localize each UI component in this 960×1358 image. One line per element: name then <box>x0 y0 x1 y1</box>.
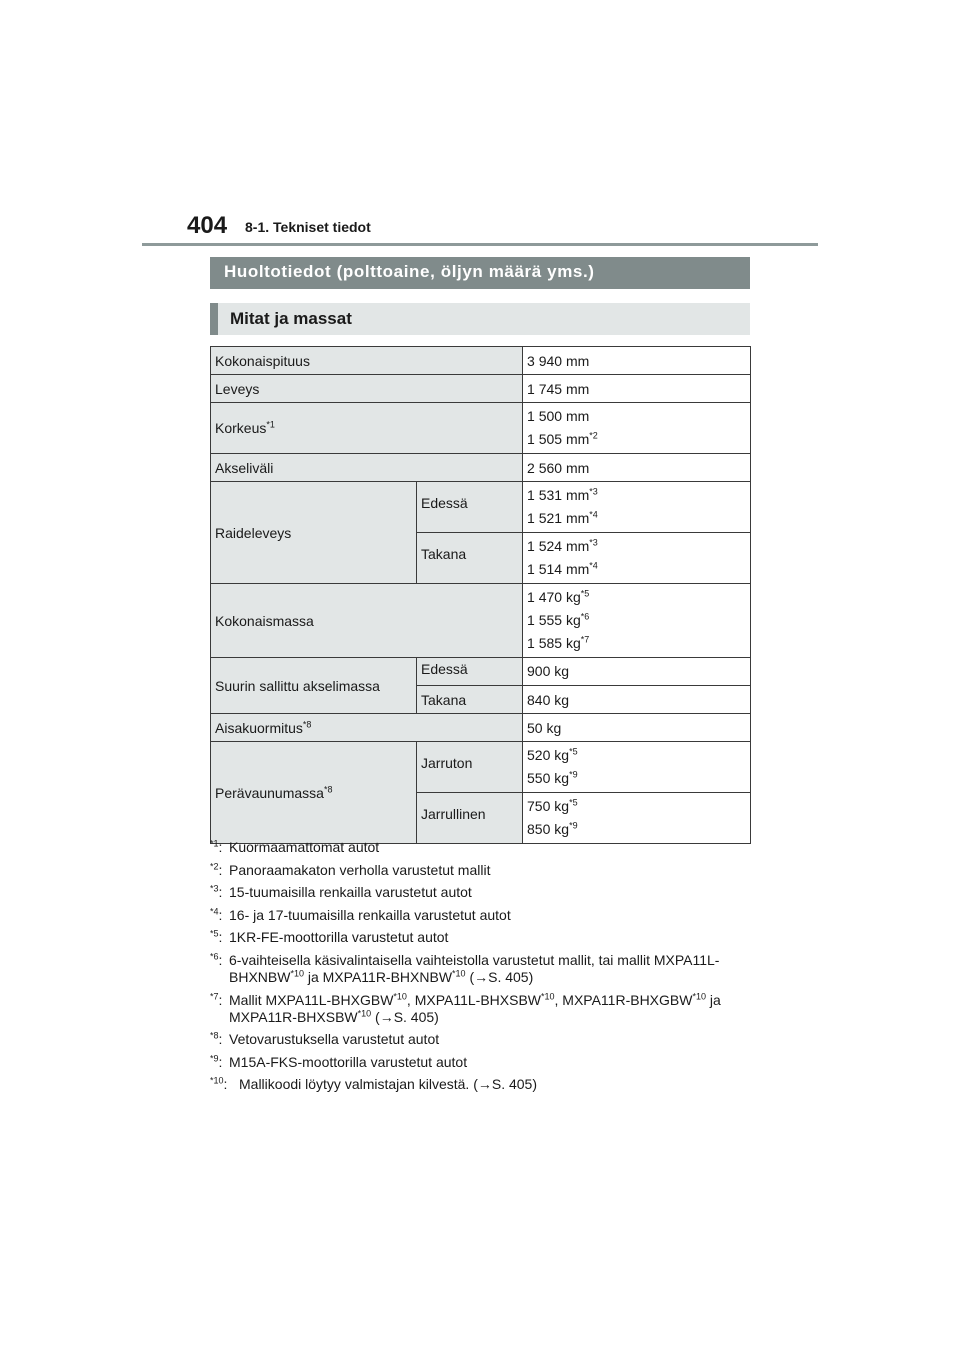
dimensions-table <box>210 346 751 844</box>
row-value: 50 kg <box>523 714 751 742</box>
table-row <box>211 482 751 533</box>
table-row <box>211 347 751 375</box>
table-row <box>211 584 751 658</box>
footnote: $^{*8}$: Vetovarustuksella varustetut autot <box>210 1030 440 1048</box>
footnote: $^{*7}$: Mallit MXPA11L-BHXGBW$^{*10}$, MXPA11L-BHXSBW$^{*10}$, MXPA11R-BHXGBW$^{*10}$ ja MXPA11R-BHXSBW$^{*10}$ (→S. 405) <box>210 990 721 1025</box>
row-label: Kokonaispituus <box>211 347 523 375</box>
table-row <box>211 658 751 686</box>
row-value: 1 470 $kg^{*5}$ 1 555 $kg^{*6}$ 1 585 $kg^{*7}$ <box>523 584 751 658</box>
sub-label: Jarruton <box>417 742 523 793</box>
row-value: 2 560 mm <box>523 454 751 482</box>
row-value: 840 kg <box>523 686 751 714</box>
header-divider <box>142 243 818 246</box>
footnote: $^{*4}$: 16- ja 17-tuumaisilla renkailla varustetut autot <box>210 906 511 923</box>
section-title: 8-1. Tekniset tiedot <box>245 219 371 235</box>
footnote: $^{*6}$: 6-vaihteisella käsivalintaisella vaihteistolla varustetut mallit, tai mallit MXPA11L-BHXNBW$^{*10}$ ja MXPA11R-BHXNBW$^{*10}$ (→S. 405) <box>210 951 720 985</box>
sub-label: Edessä <box>417 658 523 686</box>
footnote: $^{*9}$: M15A-FKS-moottorilla varustetut autot <box>210 1053 468 1070</box>
row-label: Kokonaismassa <box>211 584 523 658</box>
footnote: $^{*10}$: Mallikoodi löytyy valmistajan kilvestä. (→S. 405) <box>210 1075 537 1093</box>
row-label: Akseliväli <box>211 454 523 482</box>
sub-label: Takana <box>417 533 523 584</box>
page-number: 404 <box>187 212 228 239</box>
row-value: 520 $kg^{*5}$ 550 $kg^{*9}$ <box>523 742 751 793</box>
section-banner: Huoltotiedot (polttoaine, öljyn määrä yms.) <box>210 257 750 289</box>
row-value: 750 $kg^{*5}$ 850 $kg^{*9}$ <box>523 793 751 844</box>
row-value: 1 524 $mm^{*3}$ 1 514 $mm^{*4}$ <box>523 533 751 584</box>
row-label: Korkeus$^{*1}$ <box>211 403 523 454</box>
row-label: Suurin sallittu akselimassa <box>211 658 417 714</box>
footnotes <box>210 839 770 1099</box>
footnote: $^{*1}$: Kuormaamattomat autot <box>210 838 380 855</box>
row-value: 1 500 mm 1 505 $mm^{*2}$ <box>523 403 751 454</box>
sub-label: Jarrullinen <box>417 793 523 844</box>
sub-label: Takana <box>417 686 523 714</box>
row-value: 900 kg <box>523 658 751 686</box>
table-row <box>211 403 751 454</box>
table-row <box>211 714 751 742</box>
footnote: $^{*5}$: 1KR-FE-moottorilla varustetut autot <box>210 928 449 946</box>
row-value: 1 531 $mm^{*3}$ 1 521 $mm^{*4}$ <box>523 482 751 533</box>
page-link[interactable]: (→S. 405) <box>465 968 534 985</box>
row-value: 3 940 mm <box>523 347 751 375</box>
table-row <box>211 375 751 403</box>
page-link[interactable]: (→S. 405) <box>371 1008 439 1025</box>
row-value: 1 745 mm <box>523 375 751 403</box>
table-row <box>211 742 751 793</box>
footnote: $^{*2}$: Panoraamakaton verholla varustetut mallit <box>210 860 491 878</box>
table-row <box>211 454 751 482</box>
subheading: Mitat ja massat <box>210 303 750 335</box>
footnote: $^{*3}$: 15-tuumaisilla renkailla varustetut autot <box>210 883 472 901</box>
row-label: Raideleveys <box>211 482 417 584</box>
sub-label: Edessä <box>417 482 523 533</box>
row-label: Leveys <box>211 375 523 403</box>
row-label: Perävaunumassa$^{*8}$ <box>211 742 417 844</box>
row-label: Aisakuormitus$^{*8}$ <box>211 714 523 742</box>
